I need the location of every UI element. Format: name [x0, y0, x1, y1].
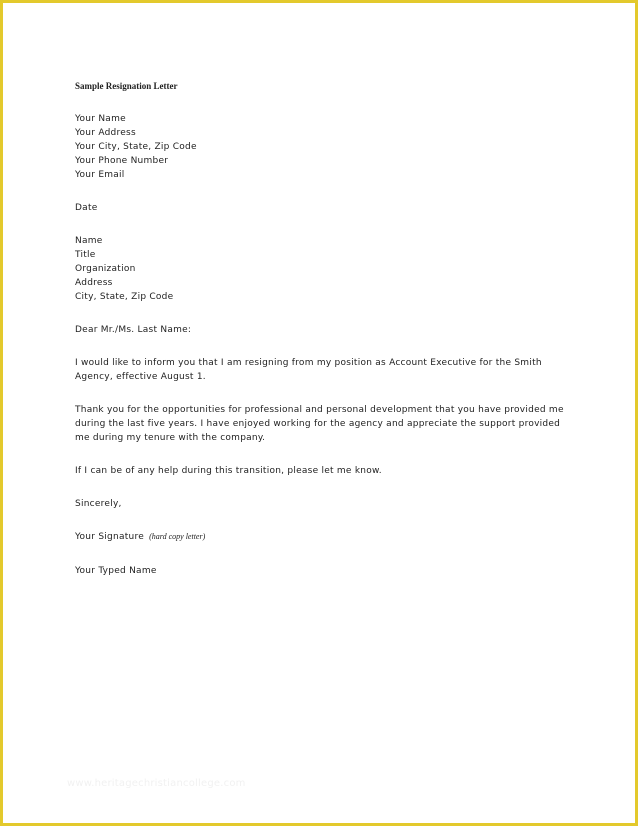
- sender-city-state-zip: Your City, State, Zip Code: [75, 142, 197, 152]
- typed-name: Your Typed Name: [75, 566, 157, 576]
- salutation: Dear Mr./Ms. Last Name:: [75, 325, 192, 335]
- signature-line: [75, 530, 575, 544]
- sender-name: Your Name: [75, 114, 126, 124]
- sender-address: Your Address: [75, 128, 136, 138]
- letter-date: Date: [75, 203, 98, 213]
- recipient-address-block: [75, 234, 575, 304]
- closing: Sincerely,: [75, 499, 122, 509]
- sender-email: Your Email: [75, 170, 125, 180]
- body-paragraph: If I can be of any help during this transition, please let me know.: [75, 466, 382, 476]
- sender-address-block: [75, 112, 575, 182]
- signature-label: Your Signature: [75, 532, 144, 542]
- watermark: www.heritagechristiancollege.com: [67, 778, 246, 789]
- recipient-address: Address: [75, 278, 113, 288]
- recipient-name: Name: [75, 236, 103, 246]
- body-paragraph: I would like to inform you that I am resigning from my position as Account Executive for the Smith Agency, effective August 1.: [75, 358, 542, 382]
- recipient-city-state-zip: City, State, Zip Code: [75, 292, 174, 302]
- recipient-title: Title: [75, 250, 96, 260]
- sender-phone: Your Phone Number: [75, 156, 169, 166]
- recipient-organization: Organization: [75, 264, 136, 274]
- signature-note: (hard copy letter): [149, 532, 206, 541]
- body-paragraph: Thank you for the opportunities for professional and personal development that you have provided me during the last five years. I have enjoyed working for the agency and appreciate the support provided me during my tenure with the company.: [75, 405, 564, 443]
- letter-content: [75, 79, 575, 597]
- document-title: Sample Resignation Letter: [75, 81, 178, 91]
